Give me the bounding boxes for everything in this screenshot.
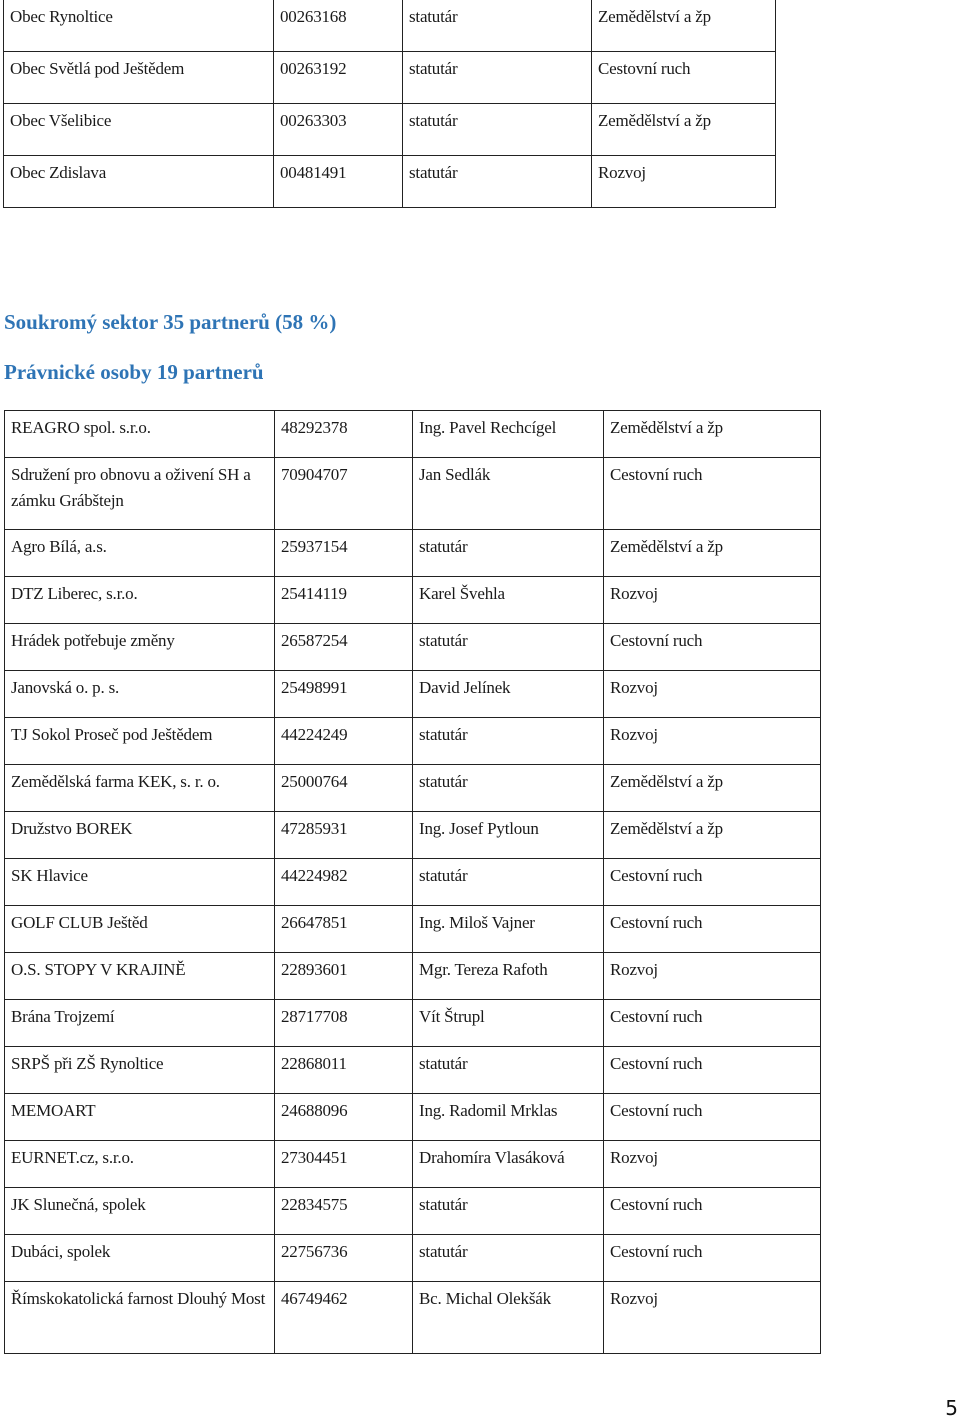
representative-cell: Karel Švehla [413,577,604,624]
sector-cell: Zemědělství a žp [592,0,776,52]
representative-cell: statutár [403,156,592,208]
name-cell: SK Hlavice [5,859,275,906]
name-cell: Obec Rynoltice [4,0,274,52]
sector-cell: Cestovní ruch [604,1188,821,1235]
id-cell: 22756736 [275,1235,413,1282]
representative-cell: Bc. Michal Olekšák [413,1282,604,1354]
name-cell: Obec Všelibice [4,104,274,156]
sector-cell: Rozvoj [604,718,821,765]
representative-cell: Drahomíra Vlasáková [413,1141,604,1188]
table-row [5,530,821,577]
table-row [5,411,821,458]
representative-cell: Mgr. Tereza Rafoth [413,953,604,1000]
representative-cell: Ing. Pavel Rechcígel [413,411,604,458]
table-row [5,1235,821,1282]
id-cell: 25498991 [275,671,413,718]
representative-cell: Ing. Miloš Vajner [413,906,604,953]
representative-cell: Jan Sedlák [413,458,604,530]
table-row [4,52,776,104]
representative-cell: statutár [413,1188,604,1235]
id-cell: 44224982 [275,859,413,906]
id-cell: 70904707 [275,458,413,530]
table-row [5,812,821,859]
id-cell: 27304451 [275,1141,413,1188]
sector-cell: Cestovní ruch [604,624,821,671]
name-cell: Dubáci, spolek [5,1235,275,1282]
representative-cell: statutár [403,0,592,52]
name-cell: SRPŠ při ZŠ Rynoltice [5,1047,275,1094]
id-cell: 22868011 [275,1047,413,1094]
id-cell: 22834575 [275,1188,413,1235]
name-cell: O.S. STOPY V KRAJINĚ [5,953,275,1000]
id-cell: 47285931 [275,812,413,859]
sector-cell: Cestovní ruch [604,859,821,906]
name-cell: Sdružení pro obnovu a oživení SH a zámku Grábštejn [5,458,275,530]
table-row [5,718,821,765]
table-row [4,0,776,52]
representative-cell: statutár [413,718,604,765]
table-row [5,953,821,1000]
representative-cell: statutár [413,859,604,906]
name-cell: GOLF CLUB Ještěd [5,906,275,953]
table-row [5,1094,821,1141]
sector-cell: Rozvoj [592,156,776,208]
table-row [5,1188,821,1235]
legal-entities-heading: Právnické osoby 19 partnerů [4,360,264,384]
representative-cell: statutár [413,1047,604,1094]
table-row [5,458,821,530]
sector-cell: Cestovní ruch [604,1235,821,1282]
representative-cell: Ing. Radomil Mrklas [413,1094,604,1141]
id-cell: 25000764 [275,765,413,812]
id-cell: 00263168 [274,0,403,52]
name-cell: Družstvo BOREK [5,812,275,859]
name-cell: MEMOART [5,1094,275,1141]
sector-cell: Zemědělství a žp [604,530,821,577]
sector-cell: Cestovní ruch [604,1094,821,1141]
sector-cell: Cestovní ruch [604,1000,821,1047]
table-row [4,156,776,208]
id-cell: 22893601 [275,953,413,1000]
id-cell: 44224249 [275,718,413,765]
sector-cell: Cestovní ruch [604,906,821,953]
name-cell: Zemědělská farma KEK, s. r. o. [5,765,275,812]
id-cell: 46749462 [275,1282,413,1354]
name-cell: JK Slunečná, spolek [5,1188,275,1235]
sector-cell: Cestovní ruch [592,52,776,104]
id-cell: 26647851 [275,906,413,953]
representative-cell: Ing. Josef Pytloun [413,812,604,859]
table-row [5,1047,821,1094]
sector-cell: Zemědělství a žp [604,411,821,458]
representative-cell: statutár [403,104,592,156]
id-cell: 00263303 [274,104,403,156]
representative-cell: David Jelínek [413,671,604,718]
table-row [5,624,821,671]
sector-cell: Cestovní ruch [604,1047,821,1094]
name-cell: Římskokatolická farnost Dlouhý Most [5,1282,275,1354]
table-row [5,1282,821,1354]
private-sector-heading: Soukromý sektor 35 partnerů (58 %) [4,310,337,334]
table-row [5,577,821,624]
id-cell: 00481491 [274,156,403,208]
name-cell: Obec Zdislava [4,156,274,208]
sector-cell: Rozvoj [604,1141,821,1188]
sector-cell: Rozvoj [604,1282,821,1354]
id-cell: 48292378 [275,411,413,458]
table-row [5,1141,821,1188]
sector-cell: Rozvoj [604,671,821,718]
id-cell: 28717708 [275,1000,413,1047]
sector-cell: Rozvoj [604,953,821,1000]
id-cell: 25937154 [275,530,413,577]
id-cell: 25414119 [275,577,413,624]
table-row [5,906,821,953]
name-cell: REAGRO spol. s.r.o. [5,411,275,458]
representative-cell: statutár [413,624,604,671]
representative-cell: statutár [413,1235,604,1282]
table-row [5,1000,821,1047]
sector-cell: Rozvoj [604,577,821,624]
table-row [4,104,776,156]
public-partners-table [3,0,776,208]
sector-cell: Zemědělství a žp [604,765,821,812]
name-cell: Agro Bílá, a.s. [5,530,275,577]
table-row [5,765,821,812]
name-cell: Hrádek potřebuje změny [5,624,275,671]
sector-cell: Cestovní ruch [604,458,821,530]
table-row [5,671,821,718]
id-cell: 26587254 [275,624,413,671]
name-cell: EURNET.cz, s.r.o. [5,1141,275,1188]
id-cell: 00263192 [274,52,403,104]
id-cell: 24688096 [275,1094,413,1141]
name-cell: Obec Světlá pod Ještědem [4,52,274,104]
sector-cell: Zemědělství a žp [604,812,821,859]
sector-cell: Zemědělství a žp [592,104,776,156]
name-cell: Janovská o. p. s. [5,671,275,718]
representative-cell: statutár [403,52,592,104]
representative-cell: Vít Štrupl [413,1000,604,1047]
name-cell: Brána Trojzemí [5,1000,275,1047]
representative-cell: statutár [413,765,604,812]
page-number: 5 [945,1396,958,1420]
name-cell: DTZ Liberec, s.r.o. [5,577,275,624]
legal-entities-table [4,410,821,1354]
table-row [5,859,821,906]
name-cell: TJ Sokol Proseč pod Ještědem [5,718,275,765]
representative-cell: statutár [413,530,604,577]
